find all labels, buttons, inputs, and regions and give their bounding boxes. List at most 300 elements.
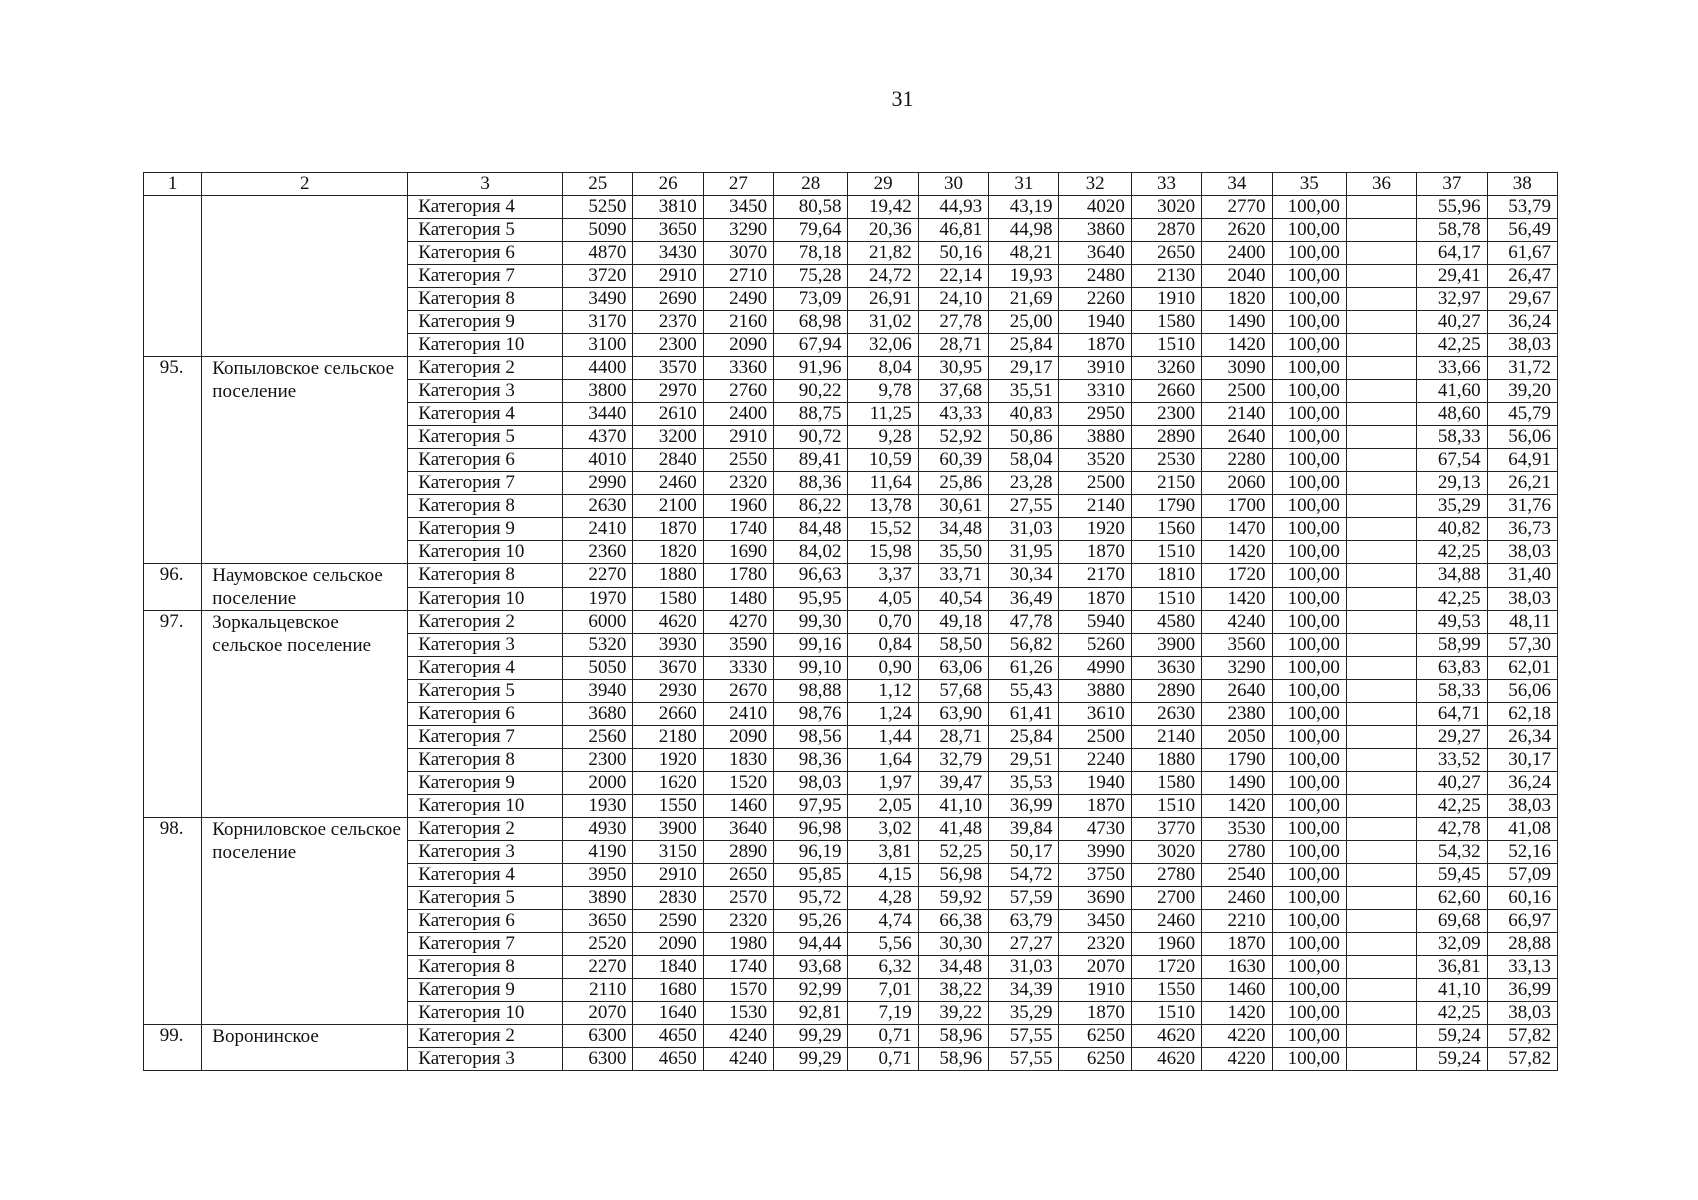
value-cell: 3610 bbox=[1059, 703, 1131, 726]
value-cell: 4580 bbox=[1131, 611, 1201, 634]
value-cell: 2500 bbox=[1202, 380, 1272, 403]
value-cell: 2100 bbox=[633, 495, 703, 518]
value-cell: 39,22 bbox=[918, 1002, 988, 1025]
header-cell: 29 bbox=[848, 173, 918, 196]
value-cell: 2,05 bbox=[848, 795, 918, 818]
value-cell: 1960 bbox=[1131, 933, 1201, 956]
value-cell: 62,01 bbox=[1487, 657, 1557, 680]
value-cell: 1870 bbox=[1059, 541, 1131, 564]
value-cell: 64,91 bbox=[1487, 449, 1557, 472]
value-cell: 1720 bbox=[1131, 956, 1201, 979]
value-cell: 3520 bbox=[1059, 449, 1131, 472]
value-cell: 21,82 bbox=[848, 242, 918, 265]
value-cell: 66,38 bbox=[918, 910, 988, 933]
value-cell: 86,22 bbox=[774, 495, 848, 518]
value-cell: 31,76 bbox=[1487, 495, 1557, 518]
value-cell: 1940 bbox=[1059, 772, 1131, 795]
value-cell: 2260 bbox=[1059, 288, 1131, 311]
value-cell: 100,00 bbox=[1272, 426, 1346, 449]
value-cell: 2530 bbox=[1131, 449, 1201, 472]
value-cell bbox=[1346, 657, 1416, 680]
value-cell: 47,78 bbox=[989, 611, 1059, 634]
value-cell: 2150 bbox=[1131, 472, 1201, 495]
value-cell: 75,28 bbox=[774, 265, 848, 288]
category-cell: Категория 5 bbox=[408, 219, 563, 242]
value-cell: 1930 bbox=[563, 795, 633, 818]
value-cell: 2090 bbox=[703, 726, 773, 749]
value-cell bbox=[1346, 380, 1416, 403]
value-cell: 38,03 bbox=[1487, 334, 1557, 357]
value-cell: 3750 bbox=[1059, 864, 1131, 887]
value-cell: 97,95 bbox=[774, 795, 848, 818]
value-cell: 3800 bbox=[563, 380, 633, 403]
value-cell: 1870 bbox=[1059, 334, 1131, 357]
value-cell bbox=[1346, 311, 1416, 334]
value-cell: 100,00 bbox=[1272, 749, 1346, 772]
value-cell: 4220 bbox=[1202, 1048, 1272, 1071]
value-cell: 100,00 bbox=[1272, 795, 1346, 818]
value-cell: 63,79 bbox=[989, 910, 1059, 933]
value-cell bbox=[1346, 564, 1416, 588]
value-cell: 1530 bbox=[703, 1002, 773, 1025]
value-cell: 90,72 bbox=[774, 426, 848, 449]
category-cell: Категория 5 bbox=[408, 887, 563, 910]
value-cell: 9,28 bbox=[848, 426, 918, 449]
value-cell: 2000 bbox=[563, 772, 633, 795]
value-cell: 4930 bbox=[563, 818, 633, 841]
value-cell: 3450 bbox=[703, 196, 773, 219]
value-cell: 96,63 bbox=[774, 564, 848, 588]
value-cell: 2950 bbox=[1059, 403, 1131, 426]
value-cell: 9,78 bbox=[848, 380, 918, 403]
value-cell: 32,97 bbox=[1417, 288, 1487, 311]
value-cell: 6,32 bbox=[848, 956, 918, 979]
value-cell: 2140 bbox=[1131, 726, 1201, 749]
value-cell: 7,19 bbox=[848, 1002, 918, 1025]
value-cell: 58,33 bbox=[1417, 426, 1487, 449]
value-cell: 0,84 bbox=[848, 634, 918, 657]
value-cell: 40,82 bbox=[1417, 518, 1487, 541]
value-cell: 1570 bbox=[703, 979, 773, 1002]
header-cell: 25 bbox=[563, 173, 633, 196]
header-cell: 30 bbox=[918, 173, 988, 196]
value-cell: 1520 bbox=[703, 772, 773, 795]
header-cell: 38 bbox=[1487, 173, 1557, 196]
value-cell: 1460 bbox=[1202, 979, 1272, 1002]
value-cell: 3810 bbox=[633, 196, 703, 219]
value-cell: 98,56 bbox=[774, 726, 848, 749]
value-cell: 2990 bbox=[563, 472, 633, 495]
value-cell: 59,24 bbox=[1417, 1048, 1487, 1071]
category-cell: Категория 4 bbox=[408, 864, 563, 887]
value-cell: 3690 bbox=[1059, 887, 1131, 910]
value-cell: 3,37 bbox=[848, 564, 918, 588]
value-cell: 1810 bbox=[1131, 564, 1201, 588]
value-cell: 41,10 bbox=[1417, 979, 1487, 1002]
value-cell: 1510 bbox=[1131, 795, 1201, 818]
value-cell: 3100 bbox=[563, 334, 633, 357]
value-cell: 13,78 bbox=[848, 495, 918, 518]
value-cell: 49,53 bbox=[1417, 611, 1487, 634]
value-cell: 3910 bbox=[1059, 357, 1131, 380]
value-cell: 100,00 bbox=[1272, 357, 1346, 380]
category-cell: Категория 4 bbox=[408, 403, 563, 426]
value-cell: 54,72 bbox=[989, 864, 1059, 887]
header-cell: 37 bbox=[1417, 173, 1487, 196]
value-cell: 57,09 bbox=[1487, 864, 1557, 887]
value-cell: 63,06 bbox=[918, 657, 988, 680]
header-cell: 2 bbox=[202, 173, 408, 196]
value-cell: 2910 bbox=[633, 864, 703, 887]
value-cell: 1420 bbox=[1202, 541, 1272, 564]
category-cell: Категория 6 bbox=[408, 242, 563, 265]
value-cell: 2210 bbox=[1202, 910, 1272, 933]
value-cell: 35,29 bbox=[989, 1002, 1059, 1025]
category-cell: Категория 2 bbox=[408, 611, 563, 634]
value-cell: 3940 bbox=[563, 680, 633, 703]
value-cell bbox=[1346, 495, 1416, 518]
value-cell: 50,17 bbox=[989, 841, 1059, 864]
value-cell: 26,21 bbox=[1487, 472, 1557, 495]
value-cell: 1830 bbox=[703, 749, 773, 772]
value-cell: 2320 bbox=[703, 910, 773, 933]
value-cell: 57,82 bbox=[1487, 1048, 1557, 1071]
value-cell: 95,26 bbox=[774, 910, 848, 933]
value-cell: 1820 bbox=[633, 541, 703, 564]
value-cell: 22,14 bbox=[918, 265, 988, 288]
value-cell: 31,95 bbox=[989, 541, 1059, 564]
value-cell: 49,18 bbox=[918, 611, 988, 634]
value-cell: 3670 bbox=[633, 657, 703, 680]
value-cell: 100,00 bbox=[1272, 887, 1346, 910]
value-cell: 100,00 bbox=[1272, 680, 1346, 703]
table-row bbox=[144, 357, 1558, 380]
value-cell: 4620 bbox=[633, 611, 703, 634]
value-cell: 4010 bbox=[563, 449, 633, 472]
value-cell bbox=[1346, 242, 1416, 265]
value-cell: 4,05 bbox=[848, 587, 918, 611]
value-cell: 90,22 bbox=[774, 380, 848, 403]
value-cell: 3530 bbox=[1202, 818, 1272, 841]
value-cell: 26,34 bbox=[1487, 726, 1557, 749]
value-cell: 67,94 bbox=[774, 334, 848, 357]
value-cell: 79,64 bbox=[774, 219, 848, 242]
value-cell: 4,28 bbox=[848, 887, 918, 910]
value-cell: 5,56 bbox=[848, 933, 918, 956]
value-cell: 1910 bbox=[1059, 979, 1131, 1002]
value-cell bbox=[1346, 680, 1416, 703]
value-cell: 2830 bbox=[633, 887, 703, 910]
value-cell: 100,00 bbox=[1272, 288, 1346, 311]
value-cell: 4190 bbox=[563, 841, 633, 864]
value-cell: 1870 bbox=[633, 518, 703, 541]
value-cell: 63,90 bbox=[918, 703, 988, 726]
value-cell: 61,67 bbox=[1487, 242, 1557, 265]
value-cell: 92,99 bbox=[774, 979, 848, 1002]
value-cell: 1470 bbox=[1202, 518, 1272, 541]
value-cell: 1580 bbox=[633, 587, 703, 611]
value-cell: 40,27 bbox=[1417, 772, 1487, 795]
value-cell: 31,40 bbox=[1487, 564, 1557, 588]
value-cell: 39,84 bbox=[989, 818, 1059, 841]
value-cell: 6300 bbox=[563, 1048, 633, 1071]
value-cell: 3290 bbox=[703, 219, 773, 242]
header-cell: 1 bbox=[144, 173, 202, 196]
value-cell: 5250 bbox=[563, 196, 633, 219]
value-cell: 2550 bbox=[703, 449, 773, 472]
value-cell: 78,18 bbox=[774, 242, 848, 265]
value-cell: 88,36 bbox=[774, 472, 848, 495]
value-cell: 25,86 bbox=[918, 472, 988, 495]
value-cell: 94,44 bbox=[774, 933, 848, 956]
value-cell: 34,88 bbox=[1417, 564, 1487, 588]
value-cell: 66,97 bbox=[1487, 910, 1557, 933]
category-cell: Категория 8 bbox=[408, 495, 563, 518]
value-cell: 46,81 bbox=[918, 219, 988, 242]
settlement-number bbox=[144, 196, 202, 357]
value-cell: 3770 bbox=[1131, 818, 1201, 841]
value-cell: 19,93 bbox=[989, 265, 1059, 288]
value-cell: 96,98 bbox=[774, 818, 848, 841]
settlement-name: Копыловское сельское поселение bbox=[202, 357, 408, 564]
value-cell: 21,69 bbox=[989, 288, 1059, 311]
category-cell: Категория 7 bbox=[408, 265, 563, 288]
value-cell: 30,95 bbox=[918, 357, 988, 380]
value-cell: 1480 bbox=[703, 587, 773, 611]
value-cell: 3070 bbox=[703, 242, 773, 265]
value-cell: 58,04 bbox=[989, 449, 1059, 472]
category-cell: Категория 10 bbox=[408, 587, 563, 611]
value-cell: 40,83 bbox=[989, 403, 1059, 426]
value-cell: 2410 bbox=[703, 703, 773, 726]
value-cell: 1680 bbox=[633, 979, 703, 1002]
value-cell: 6250 bbox=[1059, 1025, 1131, 1048]
value-cell: 73,09 bbox=[774, 288, 848, 311]
value-cell: 6250 bbox=[1059, 1048, 1131, 1071]
value-cell: 5090 bbox=[563, 219, 633, 242]
value-cell: 29,27 bbox=[1417, 726, 1487, 749]
value-cell: 84,48 bbox=[774, 518, 848, 541]
value-cell: 39,20 bbox=[1487, 380, 1557, 403]
value-cell: 100,00 bbox=[1272, 1048, 1346, 1071]
value-cell: 5320 bbox=[563, 634, 633, 657]
value-cell: 15,98 bbox=[848, 541, 918, 564]
value-cell: 3640 bbox=[1059, 242, 1131, 265]
category-cell: Категория 9 bbox=[408, 979, 563, 1002]
value-cell: 48,60 bbox=[1417, 403, 1487, 426]
value-cell: 2610 bbox=[633, 403, 703, 426]
table-row bbox=[144, 1025, 1558, 1048]
value-cell: 3680 bbox=[563, 703, 633, 726]
value-cell: 99,16 bbox=[774, 634, 848, 657]
value-cell: 4240 bbox=[1202, 611, 1272, 634]
value-cell: 2890 bbox=[1131, 426, 1201, 449]
value-cell: 36,73 bbox=[1487, 518, 1557, 541]
value-cell: 4240 bbox=[703, 1025, 773, 1048]
value-cell: 2700 bbox=[1131, 887, 1201, 910]
value-cell: 35,51 bbox=[989, 380, 1059, 403]
value-cell: 2690 bbox=[633, 288, 703, 311]
value-cell: 1880 bbox=[633, 564, 703, 588]
value-cell: 44,98 bbox=[989, 219, 1059, 242]
value-cell: 1510 bbox=[1131, 541, 1201, 564]
value-cell: 3900 bbox=[1131, 634, 1201, 657]
value-cell: 2370 bbox=[633, 311, 703, 334]
value-cell: 5940 bbox=[1059, 611, 1131, 634]
value-cell: 1870 bbox=[1059, 1002, 1131, 1025]
value-cell: 24,72 bbox=[848, 265, 918, 288]
value-cell: 2770 bbox=[1202, 196, 1272, 219]
category-cell: Категория 4 bbox=[408, 657, 563, 680]
category-cell: Категория 6 bbox=[408, 449, 563, 472]
value-cell: 10,59 bbox=[848, 449, 918, 472]
value-cell: 93,68 bbox=[774, 956, 848, 979]
value-cell: 3860 bbox=[1059, 219, 1131, 242]
value-cell bbox=[1346, 772, 1416, 795]
value-cell: 25,00 bbox=[989, 311, 1059, 334]
value-cell: 42,25 bbox=[1417, 587, 1487, 611]
value-cell: 56,98 bbox=[918, 864, 988, 887]
value-cell: 2460 bbox=[633, 472, 703, 495]
value-cell: 4370 bbox=[563, 426, 633, 449]
value-cell: 3570 bbox=[633, 357, 703, 380]
value-cell: 2650 bbox=[1131, 242, 1201, 265]
value-cell: 56,82 bbox=[989, 634, 1059, 657]
data-table bbox=[143, 172, 1558, 1071]
value-cell bbox=[1346, 795, 1416, 818]
value-cell: 3990 bbox=[1059, 841, 1131, 864]
value-cell: 30,30 bbox=[918, 933, 988, 956]
header-cell: 35 bbox=[1272, 173, 1346, 196]
value-cell: 31,72 bbox=[1487, 357, 1557, 380]
value-cell bbox=[1346, 357, 1416, 380]
value-cell: 68,98 bbox=[774, 311, 848, 334]
value-cell: 2320 bbox=[1059, 933, 1131, 956]
value-cell: 1840 bbox=[633, 956, 703, 979]
value-cell: 4,74 bbox=[848, 910, 918, 933]
value-cell: 4240 bbox=[703, 1048, 773, 1071]
value-cell: 80,58 bbox=[774, 196, 848, 219]
value-cell bbox=[1346, 219, 1416, 242]
value-cell: 2660 bbox=[633, 703, 703, 726]
settlement-number: 95. bbox=[144, 357, 202, 564]
value-cell: 40,54 bbox=[918, 587, 988, 611]
value-cell: 100,00 bbox=[1272, 564, 1346, 588]
value-cell: 1460 bbox=[703, 795, 773, 818]
value-cell: 2930 bbox=[633, 680, 703, 703]
value-cell: 2060 bbox=[1202, 472, 1272, 495]
value-cell bbox=[1346, 587, 1416, 611]
value-cell: 4020 bbox=[1059, 196, 1131, 219]
value-cell: 41,60 bbox=[1417, 380, 1487, 403]
header-cell: 27 bbox=[703, 173, 773, 196]
value-cell: 54,32 bbox=[1417, 841, 1487, 864]
value-cell: 100,00 bbox=[1272, 841, 1346, 864]
value-cell: 35,29 bbox=[1417, 495, 1487, 518]
value-cell bbox=[1346, 910, 1416, 933]
value-cell: 23,28 bbox=[989, 472, 1059, 495]
category-cell: Категория 3 bbox=[408, 1048, 563, 1071]
value-cell: 2760 bbox=[703, 380, 773, 403]
value-cell: 1880 bbox=[1131, 749, 1201, 772]
value-cell: 20,36 bbox=[848, 219, 918, 242]
value-cell: 4270 bbox=[703, 611, 773, 634]
value-cell: 58,96 bbox=[918, 1048, 988, 1071]
value-cell: 100,00 bbox=[1272, 242, 1346, 265]
category-cell: Категория 6 bbox=[408, 703, 563, 726]
value-cell: 2240 bbox=[1059, 749, 1131, 772]
page-number: 31 bbox=[891, 86, 914, 111]
value-cell: 3650 bbox=[563, 910, 633, 933]
value-cell: 55,43 bbox=[989, 680, 1059, 703]
value-cell: 48,11 bbox=[1487, 611, 1557, 634]
value-cell: 2070 bbox=[1059, 956, 1131, 979]
category-cell: Категория 10 bbox=[408, 334, 563, 357]
value-cell: 1630 bbox=[1202, 956, 1272, 979]
value-cell: 38,03 bbox=[1487, 587, 1557, 611]
value-cell: 3310 bbox=[1059, 380, 1131, 403]
settlement-name: Наумовское сельское поселение bbox=[202, 564, 408, 611]
value-cell: 1550 bbox=[633, 795, 703, 818]
value-cell: 1980 bbox=[703, 933, 773, 956]
value-cell: 4650 bbox=[633, 1025, 703, 1048]
value-cell: 100,00 bbox=[1272, 495, 1346, 518]
value-cell: 3020 bbox=[1131, 196, 1201, 219]
value-cell: 95,72 bbox=[774, 887, 848, 910]
value-cell: 1490 bbox=[1202, 311, 1272, 334]
value-cell: 56,06 bbox=[1487, 680, 1557, 703]
value-cell: 45,79 bbox=[1487, 403, 1557, 426]
value-cell: 1420 bbox=[1202, 334, 1272, 357]
value-cell: 41,10 bbox=[918, 795, 988, 818]
value-cell: 11,64 bbox=[848, 472, 918, 495]
value-cell: 43,33 bbox=[918, 403, 988, 426]
header-cell: 34 bbox=[1202, 173, 1272, 196]
value-cell: 2400 bbox=[1202, 242, 1272, 265]
value-cell: 53,79 bbox=[1487, 196, 1557, 219]
value-cell bbox=[1346, 449, 1416, 472]
value-cell: 3950 bbox=[563, 864, 633, 887]
value-cell: 48,21 bbox=[989, 242, 1059, 265]
value-cell: 3020 bbox=[1131, 841, 1201, 864]
value-cell: 1580 bbox=[1131, 311, 1201, 334]
value-cell: 28,88 bbox=[1487, 933, 1557, 956]
value-cell bbox=[1346, 956, 1416, 979]
value-cell: 29,67 bbox=[1487, 288, 1557, 311]
value-cell: 61,41 bbox=[989, 703, 1059, 726]
value-cell: 2140 bbox=[1202, 403, 1272, 426]
value-cell: 95,95 bbox=[774, 587, 848, 611]
value-cell: 1740 bbox=[703, 956, 773, 979]
category-cell: Категория 5 bbox=[408, 426, 563, 449]
value-cell: 3330 bbox=[703, 657, 773, 680]
value-cell: 99,10 bbox=[774, 657, 848, 680]
value-cell: 36,81 bbox=[1417, 956, 1487, 979]
category-cell: Категория 10 bbox=[408, 795, 563, 818]
category-cell: Категория 2 bbox=[408, 1025, 563, 1048]
value-cell: 1,24 bbox=[848, 703, 918, 726]
category-cell: Категория 2 bbox=[408, 357, 563, 380]
value-cell: 96,19 bbox=[774, 841, 848, 864]
value-cell: 89,41 bbox=[774, 449, 848, 472]
value-cell: 1,97 bbox=[848, 772, 918, 795]
value-cell: 100,00 bbox=[1272, 726, 1346, 749]
value-cell bbox=[1346, 196, 1416, 219]
value-cell: 42,25 bbox=[1417, 334, 1487, 357]
value-cell: 33,66 bbox=[1417, 357, 1487, 380]
value-cell: 95,85 bbox=[774, 864, 848, 887]
value-cell: 0,71 bbox=[848, 1048, 918, 1071]
